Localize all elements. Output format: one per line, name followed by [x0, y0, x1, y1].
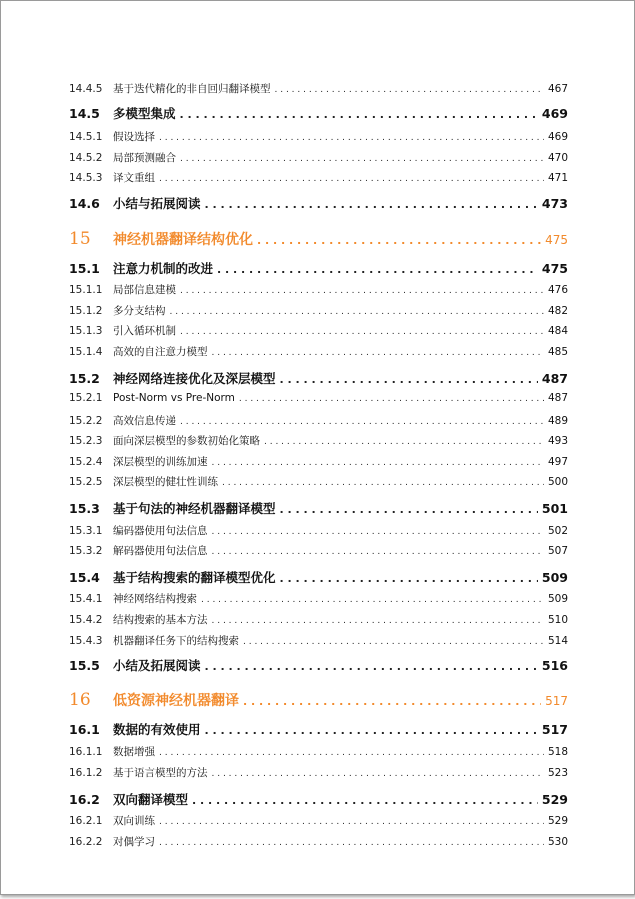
toc-section-entry[interactable] — [69, 259, 568, 277]
dot-leader — [243, 695, 541, 708]
entry-page-number: 484 — [547, 325, 568, 337]
entry-number: 16.2 — [69, 792, 100, 807]
entry-page-number: 510 — [547, 614, 568, 626]
dot-leader — [201, 595, 544, 605]
dot-leader — [159, 174, 544, 184]
entry-title: 高效信息传递 — [113, 415, 176, 427]
entry-title: 基于语言模型的方法 — [113, 767, 208, 779]
dot-leader — [212, 769, 544, 779]
dot-leader — [212, 458, 544, 468]
entry-page-number: 467 — [547, 83, 568, 95]
dot-leader — [222, 478, 544, 488]
toc-subsection-entry[interactable] — [69, 413, 568, 428]
entry-page-number: 482 — [547, 305, 568, 317]
entry-page-number: 497 — [547, 456, 568, 468]
entry-title: 神经网络连接优化及深层模型 — [113, 371, 276, 386]
toc-subsection-entry[interactable] — [69, 591, 568, 606]
entry-title: 双向翻译模型 — [113, 792, 189, 807]
entry-title: 编码器使用句法信息 — [113, 525, 208, 537]
entry-title: 神经网络结构搜索 — [113, 593, 197, 605]
toc-subsection-entry[interactable] — [69, 303, 568, 318]
entry-page-number: 487 — [547, 392, 568, 404]
dot-leader — [217, 263, 538, 276]
dot-leader — [159, 133, 544, 143]
entry-page-number: 476 — [547, 284, 568, 296]
toc-section-entry[interactable] — [69, 720, 568, 738]
entry-page-number: 485 — [547, 346, 568, 358]
toc-subsection-entry[interactable] — [69, 392, 568, 404]
dot-leader — [243, 637, 544, 647]
entry-number: 15.1.1 — [69, 284, 103, 296]
dot-leader — [257, 234, 541, 247]
entry-number: 14.5.2 — [69, 152, 103, 164]
entry-title: 对偶学习 — [113, 836, 155, 848]
entry-page-number: 530 — [547, 836, 568, 848]
entry-page-number: 501 — [541, 501, 568, 516]
entry-page-number: 517 — [541, 722, 568, 737]
entry-number: 15.2 — [69, 371, 100, 386]
dot-leader — [280, 572, 538, 585]
entry-number: 15.1.4 — [69, 346, 103, 358]
entry-number: 16.1.2 — [69, 767, 103, 779]
dot-leader — [212, 547, 544, 557]
toc-chapter-entry[interactable] — [69, 690, 568, 710]
entry-number: 15.5 — [69, 658, 100, 673]
entry-number: 16 — [69, 690, 91, 710]
entry-title: Post-Norm vs Pre-Norm — [113, 392, 235, 404]
entry-page-number: 529 — [547, 815, 568, 827]
entry-number: 15.3.1 — [69, 525, 103, 537]
entry-title: 假设选择 — [113, 131, 155, 143]
entry-page-number: 517 — [545, 694, 568, 708]
entry-title: 神经机器翻译结构优化 — [113, 232, 253, 248]
toc-subsection-entry[interactable] — [69, 454, 568, 469]
entry-number: 15.4.3 — [69, 635, 103, 647]
entry-number: 15.1 — [69, 261, 100, 276]
entry-number: 15.3 — [69, 501, 100, 516]
entry-title: 深层模型的健壮性训练 — [113, 476, 218, 488]
entry-title: 译文重组 — [113, 172, 155, 184]
entry-title: 基于句法的神经机器翻译模型 — [113, 501, 276, 516]
toc-subsection-entry[interactable] — [69, 150, 568, 165]
entry-page-number: 470 — [547, 152, 568, 164]
entry-page-number: 471 — [547, 172, 568, 184]
toc-subsection-entry[interactable] — [69, 612, 568, 627]
dot-leader — [275, 85, 544, 95]
entry-title: 解码器使用句法信息 — [113, 545, 208, 557]
toc-section-entry[interactable] — [69, 194, 568, 212]
entry-title: 小结与拓展阅读 — [113, 196, 201, 211]
entry-page-number: 509 — [547, 593, 568, 605]
toc-section-entry[interactable] — [69, 656, 568, 674]
dot-leader — [192, 794, 538, 807]
toc-subsection-entry[interactable] — [69, 813, 568, 828]
toc-subsection-entry[interactable] — [69, 744, 568, 759]
dot-leader — [180, 108, 538, 121]
dot-leader — [212, 616, 544, 626]
entry-title: 局部预测融合 — [113, 152, 176, 164]
entry-number: 15.4.1 — [69, 593, 103, 605]
entry-page-number: 500 — [547, 476, 568, 488]
entry-page-number: 475 — [541, 261, 568, 276]
dot-leader — [239, 394, 544, 404]
entry-title: 引入循环机制 — [113, 325, 176, 337]
toc-subsection-entry[interactable] — [69, 129, 568, 144]
entry-page-number: 475 — [545, 233, 568, 247]
toc-subsection-entry[interactable] — [69, 633, 568, 648]
entry-page-number: 514 — [547, 635, 568, 647]
toc-subsection-entry[interactable] — [69, 543, 568, 558]
toc-section-entry[interactable] — [69, 369, 568, 387]
entry-page-number: 469 — [541, 106, 568, 121]
entry-page-number: 518 — [547, 746, 568, 758]
entry-number: 16.2.1 — [69, 815, 103, 827]
entry-number: 15 — [69, 229, 91, 249]
entry-title: 高效的自注意力模型 — [113, 346, 208, 358]
entry-title: 多分支结构 — [113, 305, 166, 317]
toc-subsection-entry[interactable] — [69, 523, 568, 538]
toc-subsection-entry[interactable] — [69, 344, 568, 359]
entry-number: 14.5.1 — [69, 131, 103, 143]
entry-number: 16.2.2 — [69, 836, 103, 848]
entry-title: 注意力机制的改进 — [113, 261, 214, 276]
entry-page-number: 487 — [541, 371, 568, 386]
toc-section-entry[interactable] — [69, 499, 568, 517]
toc-subsection-entry[interactable] — [69, 433, 568, 448]
entry-number: 15.2.4 — [69, 456, 103, 468]
entry-title: 数据增强 — [113, 746, 155, 758]
entry-number: 14.4.5 — [69, 83, 103, 95]
entry-page-number: 507 — [547, 545, 568, 557]
dot-leader — [205, 198, 538, 211]
toc-subsection-entry[interactable] — [69, 765, 568, 780]
entry-number: 15.2.5 — [69, 476, 103, 488]
entry-number: 15.3.2 — [69, 545, 103, 557]
dot-leader — [159, 817, 544, 827]
dot-leader — [212, 527, 544, 537]
entry-page-number: 489 — [547, 415, 568, 427]
entry-title: 结构搜索的基本方法 — [113, 614, 208, 626]
entry-number: 14.5 — [69, 106, 100, 121]
entry-title: 双向训练 — [113, 815, 155, 827]
entry-title: 局部信息建模 — [113, 284, 176, 296]
entry-title: 数据的有效使用 — [113, 722, 201, 737]
entry-title: 多模型集成 — [113, 106, 176, 121]
entry-number: 15.1.2 — [69, 305, 103, 317]
entry-title: 小结及拓展阅读 — [113, 658, 201, 673]
dot-leader — [180, 286, 544, 296]
entry-page-number: 473 — [541, 196, 568, 211]
dot-leader — [180, 154, 544, 164]
entry-page-number: 469 — [547, 131, 568, 143]
dot-leader — [280, 373, 538, 386]
entry-title: 基于结构搜索的翻译模型优化 — [113, 570, 276, 585]
entry-title: 机器翻译任务下的结构搜索 — [113, 635, 239, 647]
entry-number: 14.5.3 — [69, 172, 103, 184]
toc-subsection-entry[interactable] — [69, 81, 568, 96]
toc-subsection-entry[interactable] — [69, 474, 568, 489]
entry-number: 16.1.1 — [69, 746, 103, 758]
entry-title: 低资源神经机器翻译 — [113, 693, 239, 709]
dot-leader — [170, 307, 544, 317]
dot-leader — [205, 660, 538, 673]
dot-leader — [264, 437, 544, 447]
dot-leader — [280, 503, 538, 516]
dot-leader — [180, 417, 544, 427]
toc-section-entry[interactable] — [69, 568, 568, 586]
entry-number: 14.6 — [69, 196, 100, 211]
toc-subsection-entry[interactable] — [69, 282, 568, 297]
entry-page-number: 509 — [541, 570, 568, 585]
entry-page-number: 529 — [541, 792, 568, 807]
entry-number: 15.2.2 — [69, 415, 103, 427]
dot-leader — [205, 724, 538, 737]
toc-chapter-entry[interactable] — [69, 229, 568, 249]
dot-leader — [212, 348, 544, 358]
toc-section-entry[interactable] — [69, 104, 568, 122]
dot-leader — [159, 748, 544, 758]
entry-title: 基于迭代精化的非自回归翻译模型 — [113, 83, 271, 95]
toc-section-entry[interactable] — [69, 790, 568, 808]
entry-number: 15.4.2 — [69, 614, 103, 626]
entry-number: 16.1 — [69, 722, 100, 737]
entry-number: 15.2.1 — [69, 392, 103, 404]
entry-page-number: 502 — [547, 525, 568, 537]
dot-leader — [159, 838, 544, 848]
toc-subsection-entry[interactable] — [69, 170, 568, 185]
toc-subsection-entry[interactable] — [69, 323, 568, 338]
entry-number: 15.2.3 — [69, 435, 103, 447]
toc-subsection-entry[interactable] — [69, 834, 568, 849]
entry-page-number: 493 — [547, 435, 568, 447]
dot-leader — [180, 327, 544, 337]
entry-page-number: 516 — [541, 658, 568, 673]
entry-number: 15.4 — [69, 570, 100, 585]
entry-page-number: 523 — [547, 767, 568, 779]
entry-title: 深层模型的训练加速 — [113, 456, 208, 468]
entry-title: 面向深层模型的参数初始化策略 — [113, 435, 260, 447]
entry-number: 15.1.3 — [69, 325, 103, 337]
